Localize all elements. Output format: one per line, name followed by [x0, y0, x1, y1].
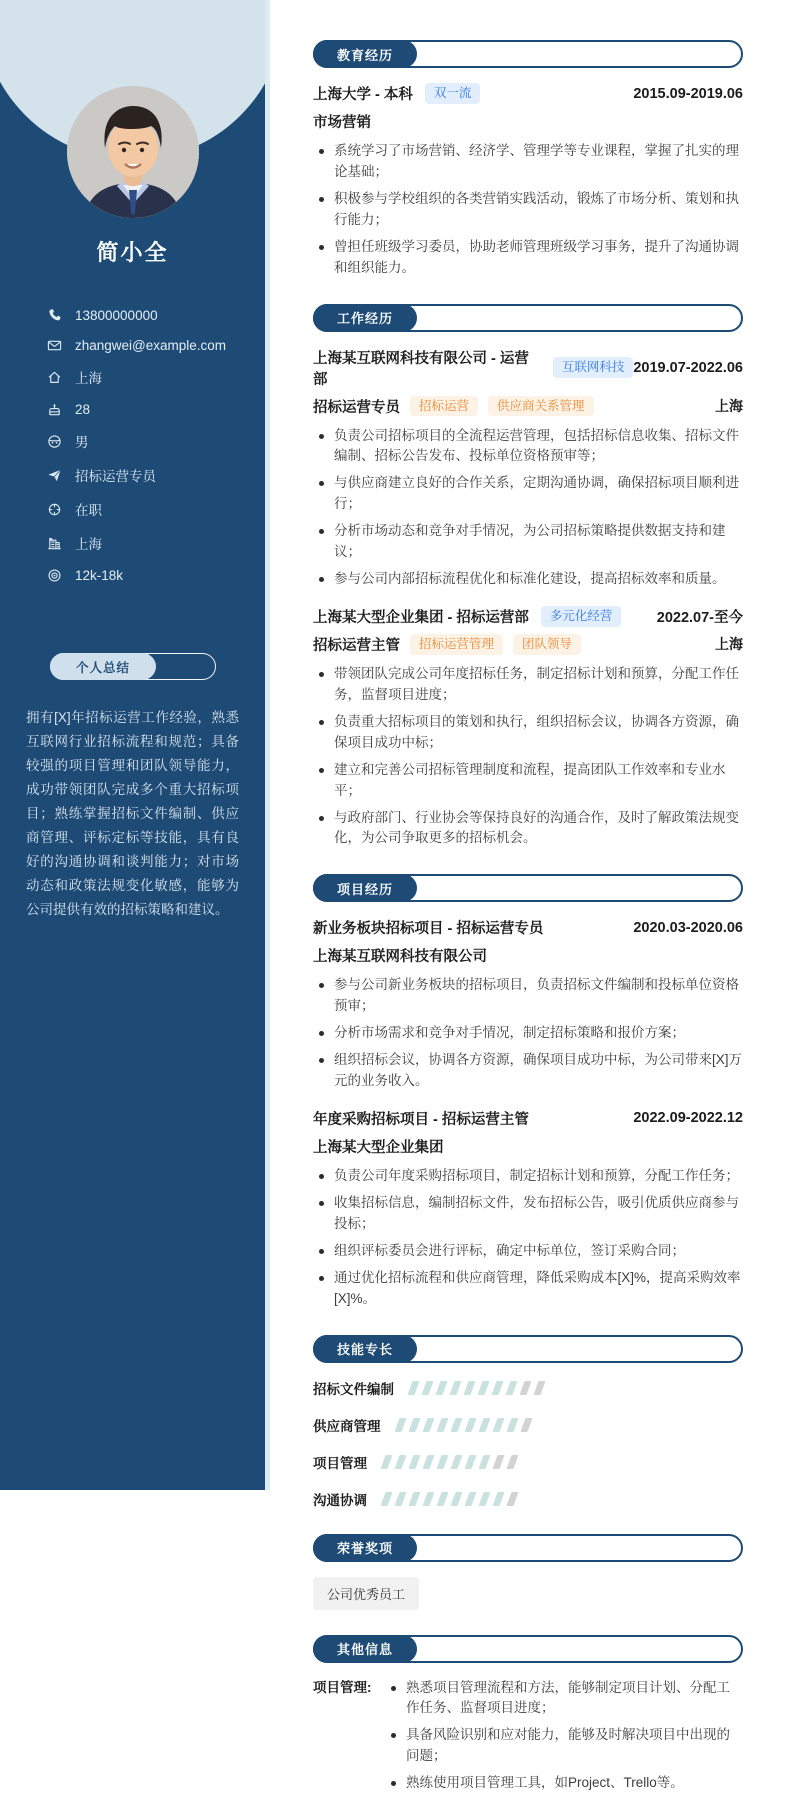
- section-header: [313, 40, 743, 68]
- honor-tag: 公司优秀员工: [313, 1577, 419, 1610]
- contact-phone: [46, 307, 265, 323]
- skill-segment-filled: [464, 1455, 476, 1469]
- skill-segment-empty: [506, 1492, 518, 1506]
- sidebar: [0, 0, 265, 1490]
- bullet: 系统学习了市场营销、经济学、管理学等专业课程，掌握了扎实的理论基础；: [313, 141, 743, 183]
- section-header: [313, 1335, 743, 1363]
- skill-segment-filled: [380, 1492, 392, 1506]
- skill-name: 供应商管理: [313, 1415, 381, 1435]
- skill-segment-filled: [450, 1455, 462, 1469]
- role-name: 招标运营专员: [313, 396, 400, 417]
- section-title: 技能专长: [313, 1335, 417, 1363]
- skill-row: [313, 1452, 743, 1472]
- skill-segment-filled: [492, 1418, 504, 1432]
- work-bullets: [313, 664, 743, 849]
- skill-level-bar: [383, 1455, 523, 1469]
- work-location: 上海: [715, 634, 743, 654]
- contact-location: [46, 367, 265, 387]
- skill-segment-filled: [394, 1492, 406, 1506]
- skill-segment-empty: [533, 1381, 545, 1395]
- skill-segment-filled: [506, 1418, 518, 1432]
- skill-segment-filled: [394, 1418, 406, 1432]
- skill-name: 项目管理: [313, 1452, 367, 1472]
- role-tag: 供应商关系管理: [488, 396, 594, 417]
- contact-value: 13800000000: [75, 308, 158, 323]
- gender-icon: [46, 433, 62, 449]
- bullet: 曾担任班级学习委员，协助老师管理班级学习事务，提升了沟通协调和组织能力。: [313, 237, 743, 279]
- education-date: 2015.09-2019.06: [633, 86, 743, 102]
- contact-salary: [46, 567, 265, 583]
- skill-segment-filled: [422, 1492, 434, 1506]
- project-date: 2022.09-2022.12: [633, 1110, 743, 1126]
- contact-value: 上海: [75, 533, 102, 553]
- bullet: 负责公司招标项目的全流程运营管理，包括招标信息收集、招标文件编制、招标公告发布、投标单位资格预审等；: [313, 426, 743, 468]
- bullet: 组织招标会议，协调各方资源，确保项目成功中标，为公司带来[X]万元的业务收入。: [313, 1050, 743, 1092]
- skill-segment-filled: [436, 1455, 448, 1469]
- section-header: [313, 304, 743, 332]
- skill-level-bar: [383, 1492, 523, 1506]
- skill-segment-filled: [449, 1381, 461, 1395]
- project-company: 上海某互联网科技有限公司: [313, 945, 487, 966]
- bullet: 具备风险识别和应对能力，能够及时解决项目中出现的问题；: [385, 1725, 743, 1767]
- section-title: 教育经历: [313, 40, 417, 68]
- bullet: 通过优化招标流程和供应商管理，降低采购成本[X]%，提高采购效率[X]%。: [313, 1268, 743, 1310]
- skill-row: [313, 1415, 743, 1435]
- skill-segment-filled: [422, 1418, 434, 1432]
- summary-text: 拥有[X]年招标运营工作经验，熟悉互联网行业招标流程和规范；具备较强的项目管理和团队领导能力，成功带领团队完成多个重大招标项目；熟练掌握招标文件编制、供应商管理、评标定标等技能，具有良好的沟通协调和谈判能力；对市场动态和政策法规变化敏感，能够为公司提供有效的招标策略和建议。: [26, 706, 239, 922]
- school-name: 上海大学 - 本科: [313, 83, 413, 104]
- section-title: 工作经历: [313, 304, 417, 332]
- role-tag: 团队领导: [513, 634, 581, 655]
- skill-segment-filled: [491, 1381, 503, 1395]
- skill-segment-filled: [407, 1381, 419, 1395]
- resume-content: [270, 0, 794, 1490]
- project-company: 上海某大型企业集团: [313, 1136, 444, 1157]
- section-skills: [313, 1335, 743, 1509]
- section-title: 荣誉奖项: [313, 1534, 417, 1562]
- section-header: [313, 1635, 743, 1663]
- bullet: 积极参与学校组织的各类营销实践活动，锻炼了市场分析、策划和执行能力；: [313, 189, 743, 231]
- skill-segment-filled: [408, 1455, 420, 1469]
- contact-value: zhangwei@example.com: [75, 338, 226, 353]
- company-badge: 多元化经营: [541, 606, 622, 627]
- section-title: 其他信息: [313, 1635, 417, 1663]
- skill-row: [313, 1378, 743, 1398]
- bullet: 带领团队完成公司年度招标任务，制定招标计划和预算，分配工作任务，监督项目进度；: [313, 664, 743, 706]
- contact-list: [46, 307, 265, 583]
- bullet: 熟练使用项目管理工具，如Project、Trello等。: [385, 1773, 743, 1794]
- contact-job-status: [46, 499, 265, 519]
- bullet: 负责重大招标项目的策划和执行，组织招标会议，协调各方资源，确保项目成功中标；: [313, 712, 743, 754]
- portrait-illustration: [67, 86, 199, 218]
- contact-value: 招标运营专员: [75, 465, 156, 485]
- skill-segment-filled: [464, 1492, 476, 1506]
- bullet: 分析市场需求和竞争对手情况，制定招标策略和报价方案；: [313, 1023, 743, 1044]
- phone-icon: [46, 307, 62, 323]
- skill-segment-filled: [464, 1418, 476, 1432]
- skill-segment-filled: [477, 1381, 489, 1395]
- role-tag: 招标运营: [410, 396, 478, 417]
- project-name: 新业务板块招标项目 - 招标运营专员: [313, 917, 543, 938]
- skill-segment-filled: [478, 1455, 490, 1469]
- email-icon: [46, 337, 62, 353]
- skill-segment-filled: [436, 1492, 448, 1506]
- work-bullets: [313, 426, 743, 590]
- summary-header-pill: [50, 653, 216, 680]
- skill-segment-filled: [492, 1492, 504, 1506]
- building-icon: [46, 535, 62, 551]
- bullet: 熟悉项目管理流程和方法，能够制定项目计划、分配工作任务、监督项目进度；: [385, 1678, 743, 1720]
- project-entry-1: [313, 917, 743, 1092]
- education-entry: [313, 83, 743, 279]
- skill-segment-filled: [421, 1381, 433, 1395]
- salary-target-icon: [46, 567, 62, 583]
- bullet: 组织评标委员会进行评标，确定中标单位，签订采购合同；: [313, 1241, 743, 1262]
- work-location: 上海: [715, 396, 743, 416]
- skill-name: 沟通协调: [313, 1489, 367, 1509]
- skill-segment-empty: [506, 1455, 518, 1469]
- skill-segment-filled: [394, 1455, 406, 1469]
- project-date: 2020.03-2020.06: [633, 920, 743, 936]
- project-entry-2: [313, 1108, 743, 1310]
- paper-plane-icon: [46, 467, 62, 483]
- contact-value: 在职: [75, 499, 102, 519]
- skill-segment-filled: [408, 1492, 420, 1506]
- skill-segment-filled: [478, 1492, 490, 1506]
- contact-city: [46, 533, 265, 553]
- skill-level-bar: [410, 1381, 550, 1395]
- contact-value: 12k-18k: [75, 568, 123, 583]
- project-bullets: [313, 1166, 743, 1310]
- work-entry-2: [313, 606, 743, 849]
- skill-segment-filled: [450, 1418, 462, 1432]
- section-work: [313, 304, 743, 850]
- skill-segment-filled: [463, 1381, 475, 1395]
- skill-segment-filled: [380, 1455, 392, 1469]
- skill-segment-filled: [435, 1381, 447, 1395]
- bullet: 参与公司新业务板块的招标项目，负责招标文件编制和投标单位资格预审；: [313, 975, 743, 1017]
- job-status-icon: [46, 501, 62, 517]
- contact-gender: [46, 431, 265, 451]
- contact-value: 28: [75, 402, 90, 417]
- section-projects: [313, 874, 743, 1309]
- contact-value: 上海: [75, 367, 102, 387]
- company-name: 上海某大型企业集团 - 招标运营部: [313, 606, 529, 627]
- skill-segment-empty: [519, 1381, 531, 1395]
- section-header: [313, 874, 743, 902]
- bullet: 负责公司年度采购招标项目，制定招标计划和预算，分配工作任务；: [313, 1166, 743, 1187]
- bullet: 分析市场动态和竞争对手情况，为公司招标策略提供数据支持和建议；: [313, 521, 743, 563]
- role-name: 招标运营主管: [313, 634, 400, 655]
- section-other: [313, 1635, 743, 1800]
- skill-segment-filled: [505, 1381, 517, 1395]
- work-date: 2022.07-至今: [657, 606, 743, 627]
- person-name: 简小全: [0, 236, 265, 267]
- bullet: 与供应商建立良好的合作关系，定期沟通协调，确保招标项目顺利进行；: [313, 473, 743, 515]
- skill-level-bar: [397, 1418, 537, 1432]
- skill-segment-filled: [450, 1492, 462, 1506]
- skill-segment-filled: [478, 1418, 490, 1432]
- skill-segment-empty: [520, 1418, 532, 1432]
- profile-photo: [67, 86, 199, 218]
- skill-segment-empty: [492, 1455, 504, 1469]
- bullet: 收集招标信息，编制招标文件，发布招标公告，吸引优质供应商参与投标；: [313, 1193, 743, 1235]
- company-name: 上海某互联网科技有限公司 - 运营部: [313, 347, 541, 389]
- bullet: 建立和完善公司招标管理制度和流程，提高团队工作效率和专业水平；: [313, 760, 743, 802]
- skill-segment-filled: [436, 1418, 448, 1432]
- work-entry-1: [313, 347, 743, 590]
- major-name: 市场营销: [313, 111, 371, 132]
- section-honors: [313, 1534, 743, 1610]
- skill-row: [313, 1489, 743, 1509]
- home-icon: [46, 369, 62, 385]
- skill-segment-filled: [422, 1455, 434, 1469]
- project-bullets: [313, 975, 743, 1092]
- section-title: 项目经历: [313, 874, 417, 902]
- section-header: [313, 1534, 743, 1562]
- company-badge: 互联网科技: [553, 357, 634, 378]
- education-bullets: [313, 141, 743, 279]
- school-badge: 双一流: [425, 83, 481, 104]
- contact-email: [46, 337, 265, 353]
- bullet: 参与公司内部招标流程优化和标准化建设，提高招标效率和质量。: [313, 569, 743, 590]
- contact-age: [46, 401, 265, 417]
- contact-desired-position: [46, 465, 265, 485]
- summary-title: 个人总结: [50, 653, 156, 680]
- skill-name: 招标文件编制: [313, 1378, 394, 1398]
- bullet: 与政府部门、行业协会等保持良好的沟通合作，及时了解政策法规变化，为公司争取更多的招标机会。: [313, 808, 743, 850]
- other-info-label: 项目管理:: [313, 1678, 385, 1699]
- work-date: 2019.07-2022.06: [633, 360, 743, 376]
- other-info-row: [313, 1678, 743, 1800]
- role-tag: 招标运营管理: [410, 634, 503, 655]
- contact-value: 男: [75, 431, 89, 451]
- skill-segment-filled: [408, 1418, 420, 1432]
- section-education: [313, 40, 743, 279]
- age-cake-icon: [46, 401, 62, 417]
- project-name: 年度采购招标项目 - 招标运营主管: [313, 1108, 529, 1129]
- other-info-bullets: [385, 1678, 743, 1800]
